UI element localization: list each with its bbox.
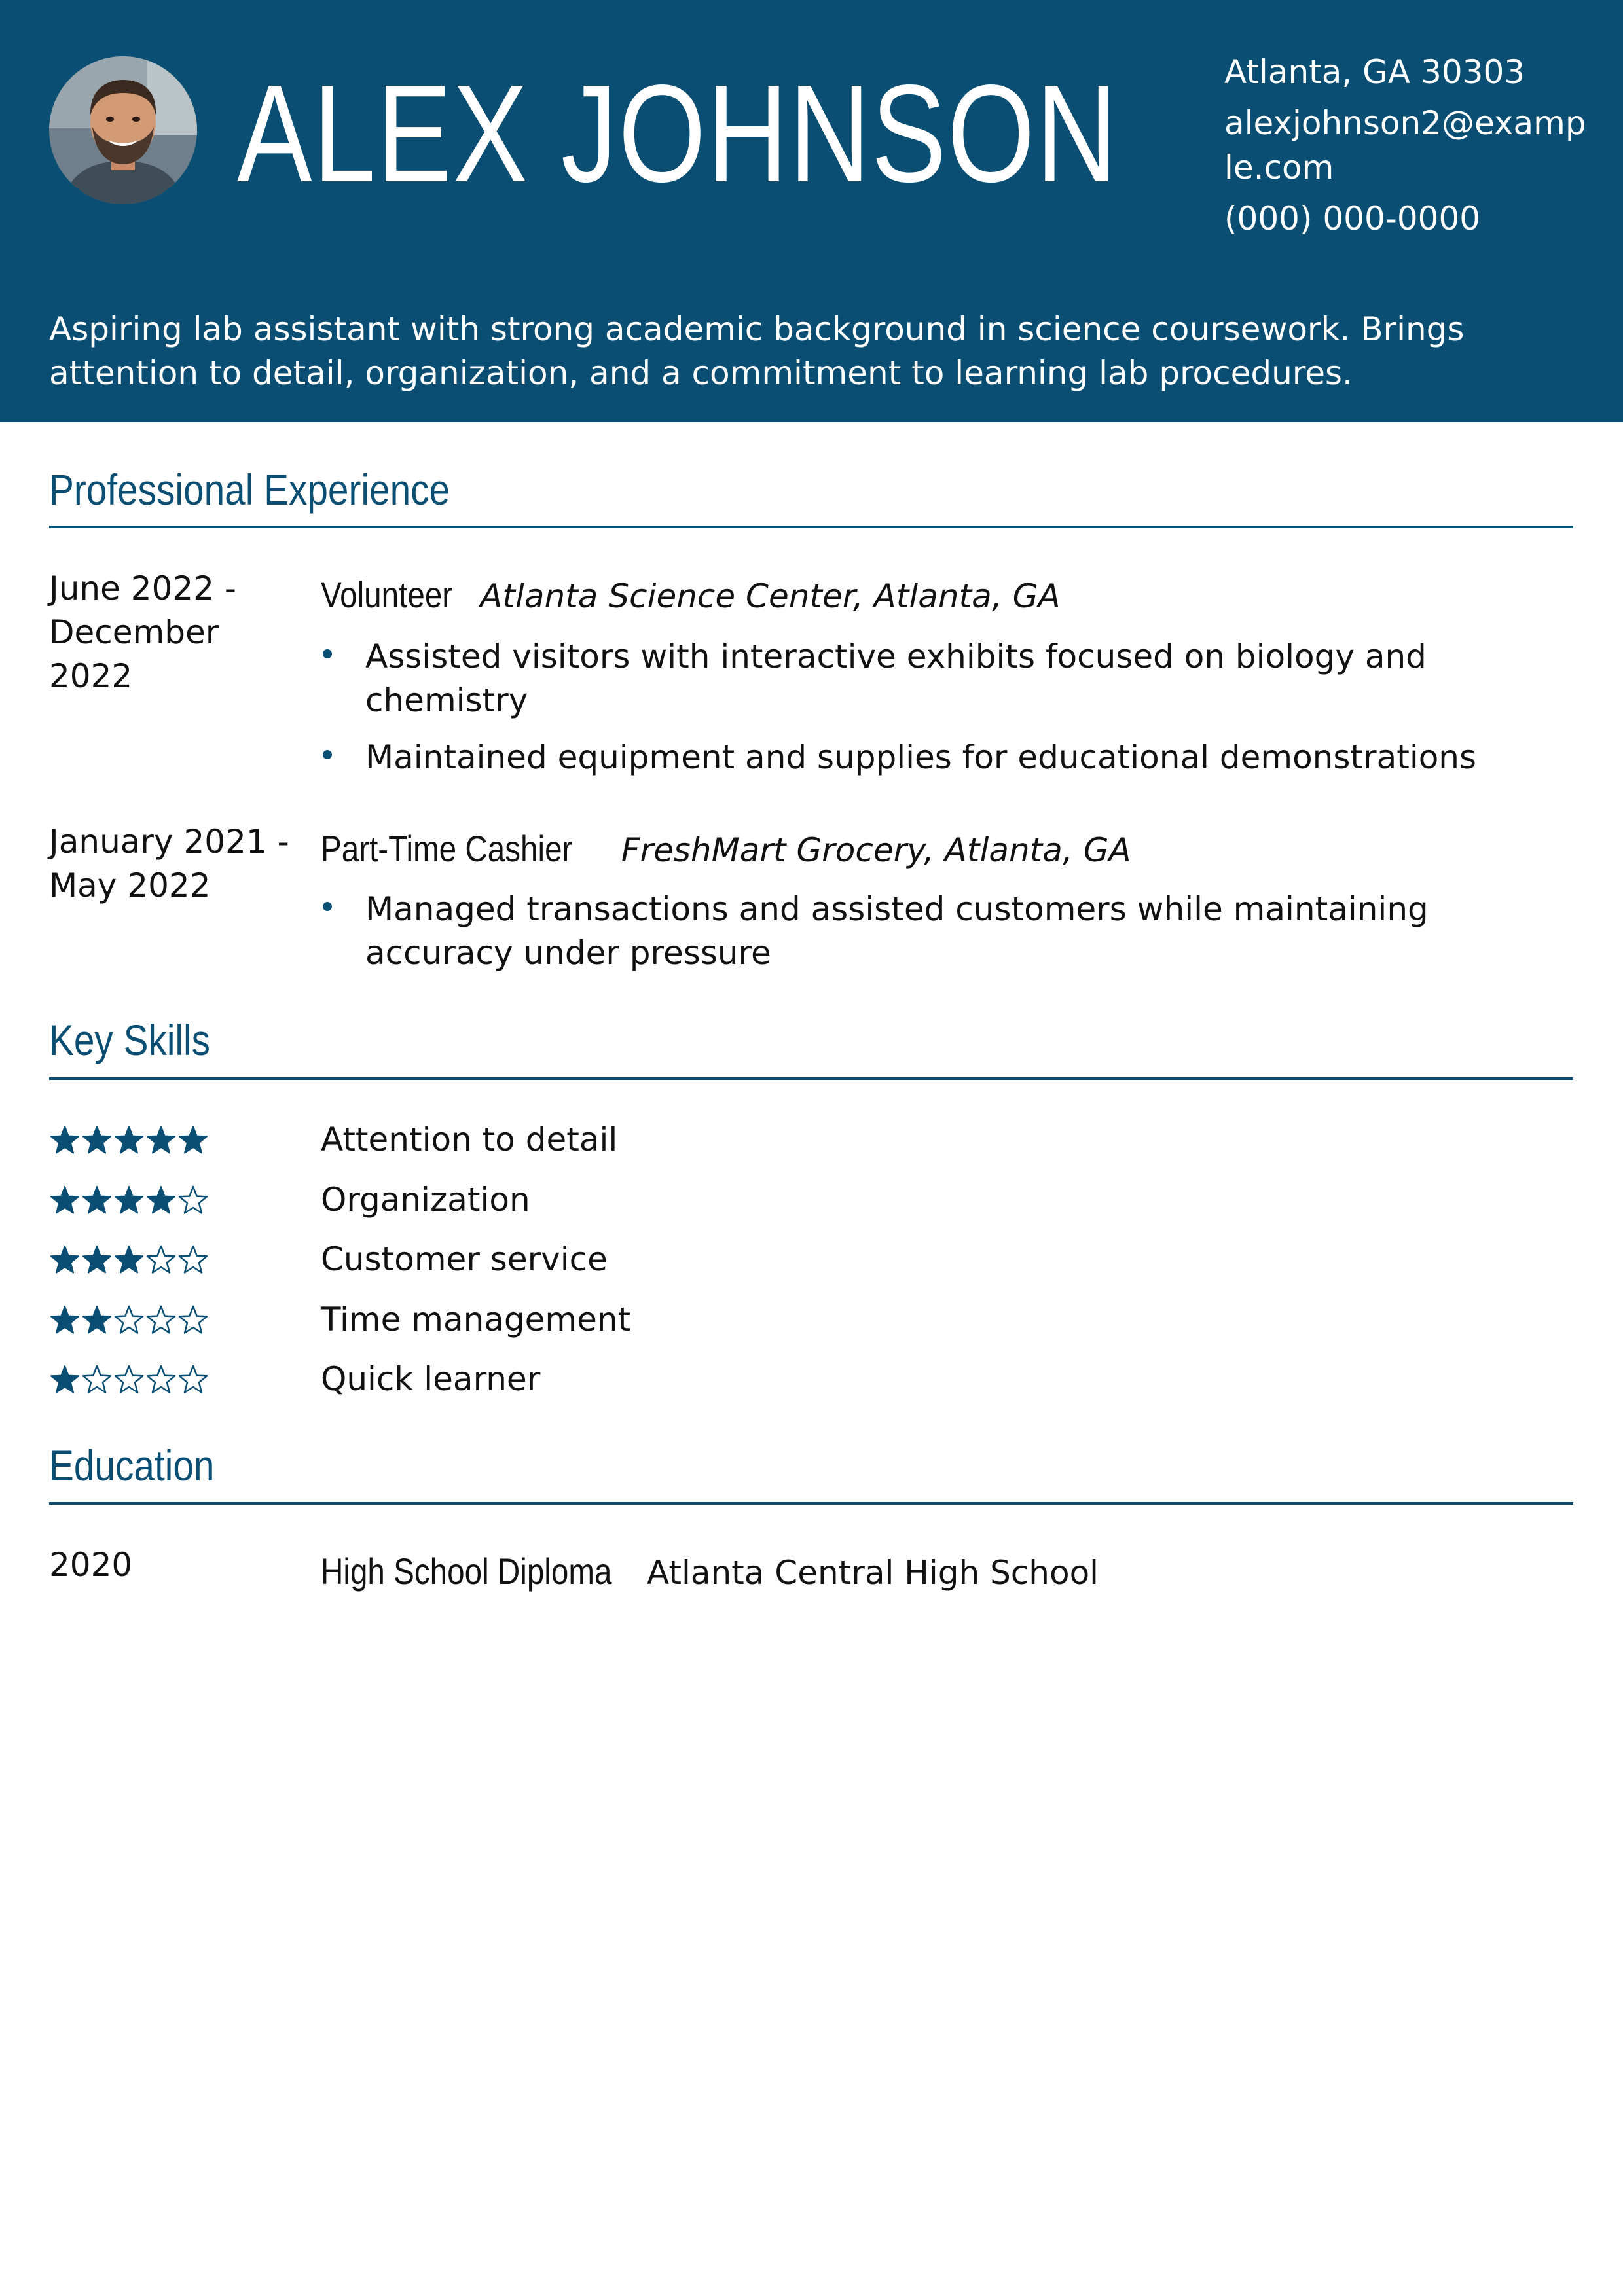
education-school: Atlanta Central High School xyxy=(647,1554,1099,1592)
education-entry xyxy=(321,1549,1099,1596)
section-title-education: Education xyxy=(49,1441,215,1490)
job-heading xyxy=(321,572,1061,619)
skill-label: Time management xyxy=(321,1300,631,1338)
job-organization: Atlanta Science Center, Atlanta, GA xyxy=(480,577,1061,615)
skill-rating xyxy=(49,1304,210,1336)
star-filled-icon xyxy=(177,1124,209,1156)
job-bullet: Managed transactions and assisted customers while maintaining accuracy under pressure xyxy=(321,888,1552,975)
star-filled-icon xyxy=(81,1304,113,1336)
job-heading xyxy=(321,826,1131,873)
skill-label: Organization xyxy=(321,1180,530,1219)
job-bullets xyxy=(321,888,1552,988)
location-text: Atlanta, GA 30303 xyxy=(1224,53,1525,91)
star-filled-icon xyxy=(81,1244,113,1276)
star-filled-icon xyxy=(113,1124,145,1156)
star-empty-icon xyxy=(145,1304,177,1336)
job-organization: FreshMart Grocery, Atlanta, GA xyxy=(621,831,1131,869)
avatar xyxy=(49,56,197,204)
skill-rating xyxy=(49,1364,210,1395)
skill-rating xyxy=(49,1244,210,1276)
resume-header xyxy=(0,0,1623,422)
education-degree: High School Diploma xyxy=(321,1551,612,1592)
star-empty-icon xyxy=(113,1364,145,1395)
star-filled-icon xyxy=(81,1185,113,1216)
job-title: Part-Time Cashier xyxy=(321,828,573,869)
star-filled-icon xyxy=(49,1124,81,1156)
star-filled-icon xyxy=(113,1244,145,1276)
job-bullet: Assisted visitors with interactive exhibits focused on biology and chemistry xyxy=(321,635,1552,723)
star-empty-icon xyxy=(177,1244,209,1276)
star-filled-icon xyxy=(49,1304,81,1336)
section-title-skills: Key Skills xyxy=(49,1016,211,1064)
section-divider xyxy=(49,1502,1573,1505)
star-empty-icon xyxy=(177,1304,209,1336)
job-bullet: Maintained equipment and supplies for educational demonstrations xyxy=(321,736,1552,780)
skill-label: Attention to detail xyxy=(321,1121,618,1158)
star-empty-icon xyxy=(177,1185,209,1216)
star-filled-icon xyxy=(113,1185,145,1216)
star-empty-icon xyxy=(145,1244,177,1276)
star-empty-icon xyxy=(81,1364,113,1395)
star-empty-icon xyxy=(113,1304,145,1336)
star-empty-icon xyxy=(177,1364,209,1395)
professional-summary: Aspiring lab assistant with strong academic background in science coursework. Brings attention to detail, organization, and a commitment to learning lab procedures. xyxy=(49,310,1465,392)
star-filled-icon xyxy=(49,1244,81,1276)
star-filled-icon xyxy=(49,1185,81,1216)
job-date: January 2021 - May 2022 xyxy=(49,823,289,905)
education-year: 2020 xyxy=(49,1546,133,1584)
skill-label: Customer service xyxy=(321,1240,608,1278)
star-filled-icon xyxy=(49,1364,81,1395)
phone-text: (000) 000-0000 xyxy=(1224,200,1481,238)
section-title-experience: Professional Experience xyxy=(49,465,450,514)
job-bullets xyxy=(321,635,1552,793)
skill-label: Quick learner xyxy=(321,1360,541,1398)
skill-rating xyxy=(49,1124,210,1156)
contact-info xyxy=(1224,50,1591,241)
job-title: Volunteer xyxy=(321,574,453,615)
candidate-name: ALEX JOHNSON xyxy=(237,56,1118,211)
skill-rating xyxy=(49,1185,210,1216)
email-link[interactable]: alexjohnson2@example.com xyxy=(1224,104,1586,187)
job-date: June 2022 - December 2022 xyxy=(49,569,236,695)
star-filled-icon xyxy=(81,1124,113,1156)
section-divider xyxy=(49,526,1573,528)
section-divider xyxy=(49,1077,1573,1080)
star-filled-icon xyxy=(145,1185,177,1216)
star-filled-icon xyxy=(145,1124,177,1156)
star-empty-icon xyxy=(145,1364,177,1395)
